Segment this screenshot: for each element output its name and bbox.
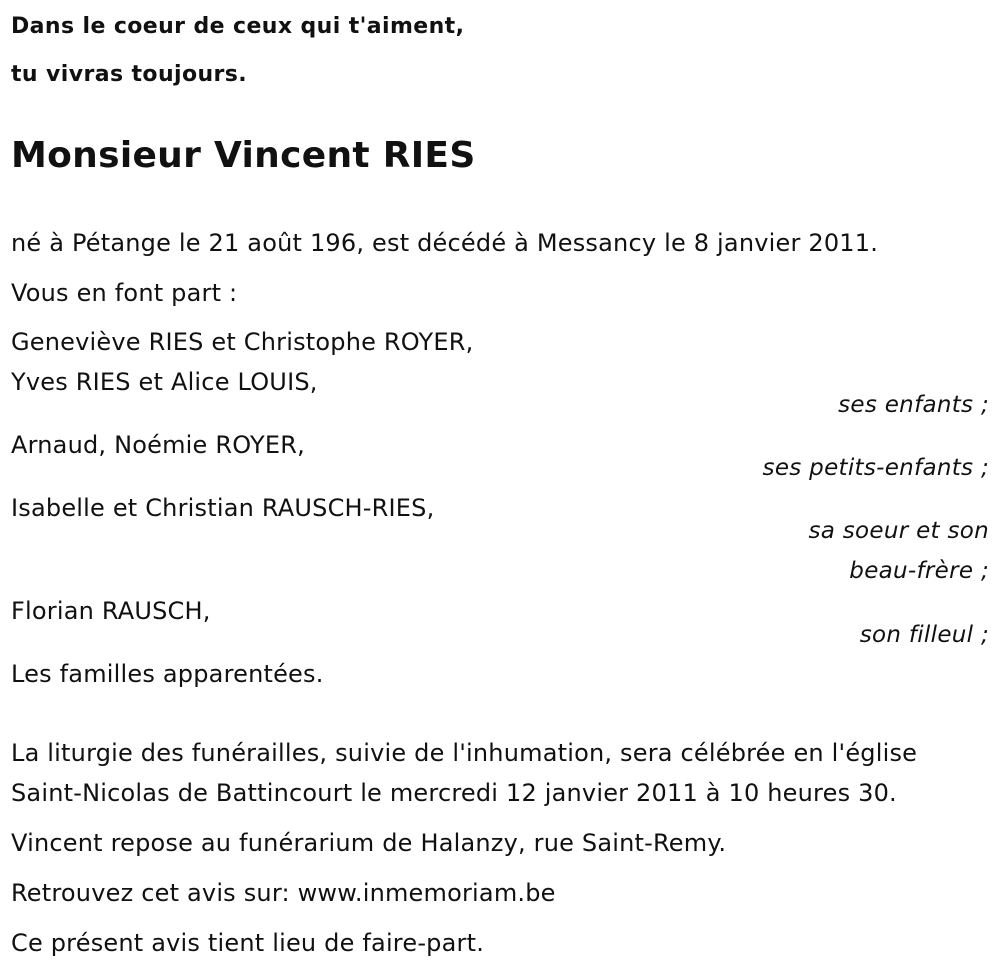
sister-relation-line-2: beau-frère ; bbox=[849, 558, 989, 584]
epigraph-line-1: Dans le coeur de ceux qui t'aiment, bbox=[11, 14, 465, 39]
rest-place-line: Vincent repose au funérarium de Halanzy, rue Saint-Remy. bbox=[11, 829, 727, 857]
birth-death-line: né à Pétange le 21 août 196, est décédé à Messancy le 8 janvier 2011. bbox=[11, 229, 879, 257]
announcement-intro: Vous en font part : bbox=[11, 279, 238, 307]
funeral-line-2: Saint-Nicolas de Battincourt le mercredi 12 janvier 2011 à 10 heures 30. bbox=[11, 779, 897, 807]
sister-line: Isabelle et Christian RAUSCH-RIES, bbox=[11, 494, 435, 522]
sister-relation-line-1: sa soeur et son bbox=[808, 518, 989, 544]
relatives-line: Les familles apparentées. bbox=[11, 660, 324, 688]
grandchildren-relation: ses petits-enfants ; bbox=[762, 455, 989, 481]
children-line-1: Geneviève RIES et Christophe ROYER, bbox=[11, 328, 474, 356]
children-relation: ses enfants ; bbox=[838, 392, 989, 418]
deceased-name: Monsieur Vincent RIES bbox=[11, 135, 476, 176]
epigraph-line-2: tu vivras toujours. bbox=[11, 62, 248, 87]
godson-relation: son filleul ; bbox=[859, 622, 989, 648]
funeral-line-1: La liturgie des funérailles, suivie de l'inhumation, sera célébrée en l'église bbox=[11, 739, 918, 767]
children-line-2: Yves RIES et Alice LOUIS, bbox=[11, 368, 318, 396]
faire-part-notice: Ce présent avis tient lieu de faire-part. bbox=[11, 929, 485, 957]
website-notice: Retrouvez cet avis sur: www.inmemoriam.be bbox=[11, 879, 556, 907]
godson-line: Florian RAUSCH, bbox=[11, 597, 211, 625]
grandchildren-line: Arnaud, Noémie ROYER, bbox=[11, 431, 305, 459]
